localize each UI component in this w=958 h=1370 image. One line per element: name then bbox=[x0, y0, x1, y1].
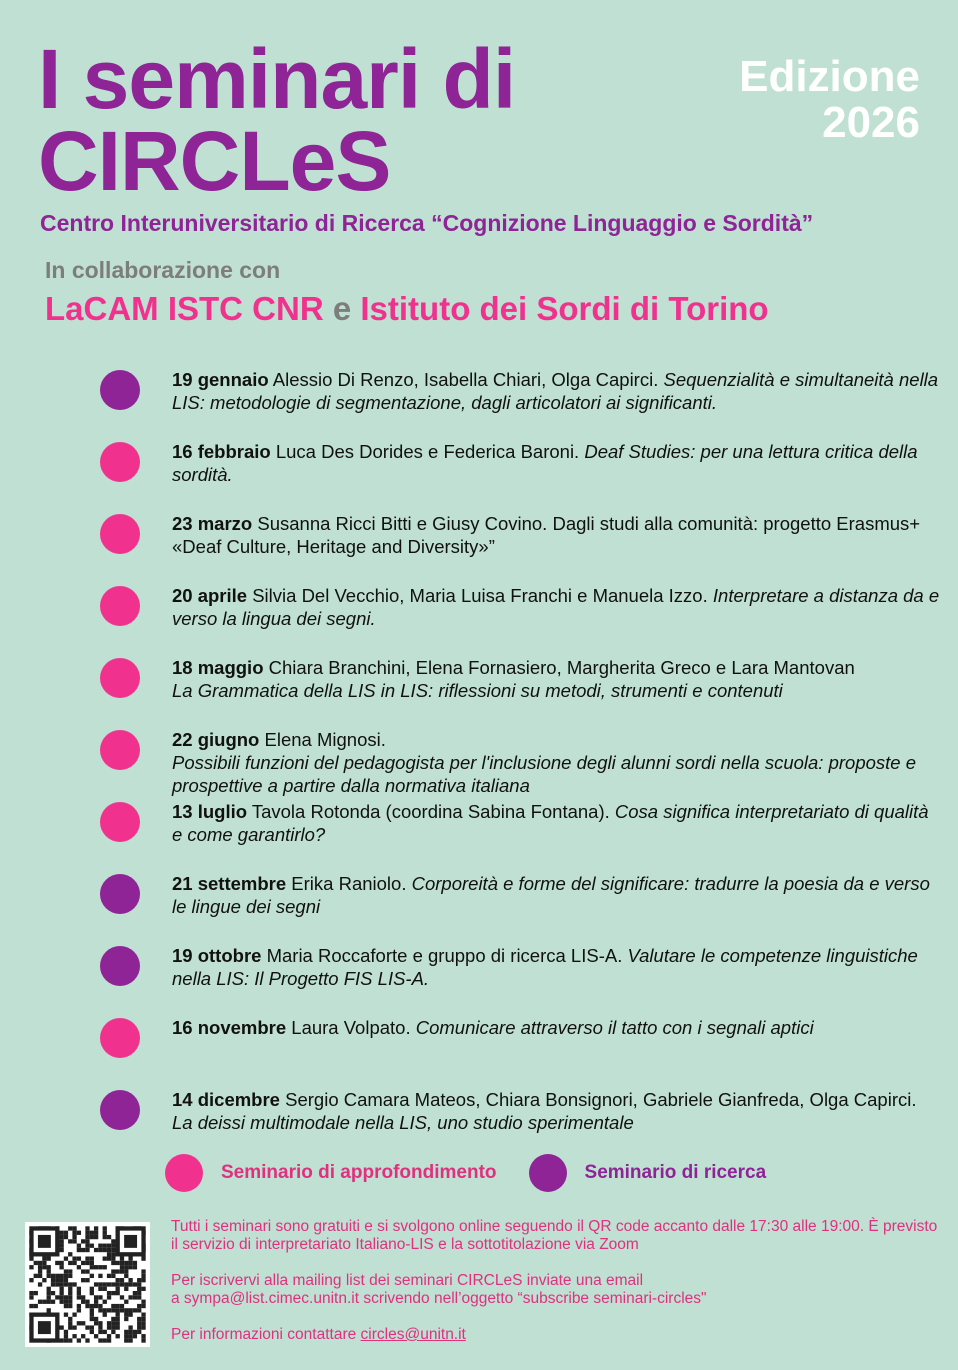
event-text bbox=[172, 1088, 940, 1134]
event-title: La deissi multimodale nella LIS, uno studio sperimentale bbox=[172, 1112, 634, 1133]
partner-istituto: Istituto dei Sordi di Torino bbox=[360, 290, 769, 327]
info-schedule: Tutti i seminari sono gratuiti e si svolgono online seguendo il QR code accanto dalle 17:30 alle 19:00. È previsto il servizio di interpretariato Italiano-LIS e la sottotitolazione via Zoom bbox=[171, 1218, 938, 1253]
event-title: La Grammatica della LIS in LIS: riflessioni su metodi, strumenti e contenuti bbox=[172, 680, 783, 701]
event-text bbox=[172, 512, 940, 558]
pink-dot-icon bbox=[100, 1018, 140, 1058]
event-date: 19 gennaio bbox=[172, 369, 269, 390]
event-date: 22 giugno bbox=[172, 729, 260, 750]
legend-approfondimento bbox=[165, 1154, 497, 1192]
legend-label: Seminario di approfondimento bbox=[221, 1162, 497, 1183]
event-item bbox=[100, 728, 940, 800]
event-speakers: Erika Raniolo. bbox=[291, 873, 407, 894]
event-item bbox=[100, 440, 940, 512]
pink-dot-icon bbox=[100, 442, 140, 482]
partner-lacam: LaCAM ISTC CNR bbox=[45, 290, 324, 327]
subtitle: Centro Interuniversitario di Ricerca “Cognizione Linguaggio e Sordità” bbox=[40, 210, 814, 236]
event-text bbox=[172, 1016, 940, 1039]
event-title: Possibili funzioni del pedagogista per l'inclusione degli alunni sordi nella scuola: proposte e prospettive a partire dalla normativa italiana bbox=[172, 752, 917, 796]
event-item bbox=[100, 656, 940, 728]
legend-label: Seminario di ricerca bbox=[584, 1162, 767, 1183]
pink-dot-icon bbox=[100, 514, 140, 554]
poster-title bbox=[38, 32, 516, 208]
event-speakers: Luca Des Dorides e Federica Baroni. bbox=[275, 441, 580, 462]
event-text bbox=[172, 944, 940, 990]
edition-line-1: Edizione bbox=[739, 52, 920, 101]
pink-dot-icon bbox=[165, 1154, 203, 1192]
event-speakers: Maria Roccaforte e gruppo di ricerca LIS-A. bbox=[266, 945, 623, 966]
event-title: Comunicare attraverso il tatto con i segnali aptici bbox=[415, 1017, 814, 1038]
event-date: 23 marzo bbox=[172, 513, 253, 534]
event-text bbox=[172, 872, 940, 918]
partner-and: e bbox=[332, 290, 352, 327]
event-text bbox=[172, 728, 940, 797]
event-title: Deaf Studies: per una lettura critica della sordità. bbox=[172, 441, 918, 485]
info-contact bbox=[171, 1326, 941, 1344]
mailing-line-1: Per iscrivervi alla mailing list dei seminari CIRCLeS inviate una email bbox=[171, 1272, 644, 1289]
event-date: 18 maggio bbox=[172, 657, 264, 678]
pink-dot-icon bbox=[100, 586, 140, 626]
title-line-2: CIRCLeS bbox=[38, 114, 391, 208]
event-title: Cosa significa interpretariato di qualità e come garantirlo? bbox=[172, 801, 929, 845]
event-speakers: Sergio Camara Mateos, Chiara Bonsignori, Gabriele Gianfreda, Olga Capirci. bbox=[285, 1089, 917, 1110]
mailing-line-2: a sympa@list.cimec.unitn.it scrivendo nell’oggetto “subscribe seminari-circles" bbox=[171, 1290, 707, 1307]
event-title: Interpretare a distanza da e verso la lingua dei segni. bbox=[172, 585, 940, 629]
collab-label: In collaborazione con bbox=[45, 257, 281, 283]
info-mailing-list bbox=[171, 1272, 941, 1308]
purple-dot-icon bbox=[529, 1154, 567, 1192]
qr-code-icon[interactable] bbox=[25, 1222, 150, 1347]
event-speakers: Alessio Di Renzo, Isabella Chiari, Olga Capirci. bbox=[272, 369, 659, 390]
event-text bbox=[172, 440, 940, 486]
pink-dot-icon bbox=[100, 802, 140, 842]
partners bbox=[45, 290, 769, 328]
event-item bbox=[100, 512, 940, 584]
event-date: 16 novembre bbox=[172, 1017, 287, 1038]
event-item bbox=[100, 800, 940, 872]
event-date: 14 dicembre bbox=[172, 1089, 280, 1110]
legend bbox=[165, 1154, 798, 1192]
event-title: Dagli studi alla comunità: progetto Erasmus+ «Deaf Culture, Heritage and Diversity»” bbox=[172, 513, 921, 557]
event-date: 21 settembre bbox=[172, 873, 287, 894]
event-speakers: Silvia Del Vecchio, Maria Luisa Franchi e Manuela Izzo. bbox=[252, 585, 708, 606]
event-text bbox=[172, 656, 940, 702]
event-date: 13 luglio bbox=[172, 801, 248, 822]
event-title: Sequenzialità e simultaneità nella LIS: metodologie di segmentazione, dagli articolatori ai significanti. bbox=[172, 369, 939, 413]
pink-dot-icon bbox=[100, 730, 140, 770]
purple-dot-icon bbox=[100, 946, 140, 986]
edition-year: 2026 bbox=[822, 98, 920, 147]
event-speakers: Chiara Branchini, Elena Fornasiero, Margherita Greco e Lara Mantovan bbox=[268, 657, 855, 678]
title-line-1: I seminari di bbox=[38, 32, 516, 126]
event-text bbox=[172, 584, 940, 630]
event-item bbox=[100, 944, 940, 1016]
event-date: 20 aprile bbox=[172, 585, 248, 606]
pink-dot-icon bbox=[100, 658, 140, 698]
contact-email-link[interactable]: circles@unitn.it bbox=[360, 1326, 466, 1343]
event-date: 16 febbraio bbox=[172, 441, 271, 462]
event-item bbox=[100, 872, 940, 944]
event-item bbox=[100, 368, 940, 440]
info-block bbox=[171, 1218, 941, 1362]
legend-ricerca bbox=[529, 1154, 767, 1192]
event-title: Corporeità e forme del significare: tradurre la poesia da e verso le lingue dei segni bbox=[172, 873, 930, 917]
event-date: 19 ottobre bbox=[172, 945, 262, 966]
event-item bbox=[100, 584, 940, 656]
event-text bbox=[172, 368, 940, 414]
event-text bbox=[172, 800, 940, 846]
purple-dot-icon bbox=[100, 1090, 140, 1130]
event-speakers: Laura Volpato. bbox=[291, 1017, 411, 1038]
event-speakers: Tavola Rotonda (coordina Sabina Fontana). bbox=[251, 801, 610, 822]
event-speakers: Susanna Ricci Bitti e Giusy Covino. bbox=[257, 513, 548, 534]
contact-prefix: Per informazioni contattare bbox=[171, 1326, 357, 1343]
event-title: Valutare le competenze linguistiche nella LIS: Il Progetto FIS LIS-A. bbox=[172, 945, 918, 989]
event-speakers: Elena Mignosi. bbox=[264, 729, 386, 750]
event-item bbox=[100, 1088, 940, 1160]
event-item bbox=[100, 1016, 940, 1088]
purple-dot-icon bbox=[100, 874, 140, 914]
event-list bbox=[100, 368, 940, 1160]
purple-dot-icon bbox=[100, 370, 140, 410]
edition-label bbox=[739, 54, 920, 146]
